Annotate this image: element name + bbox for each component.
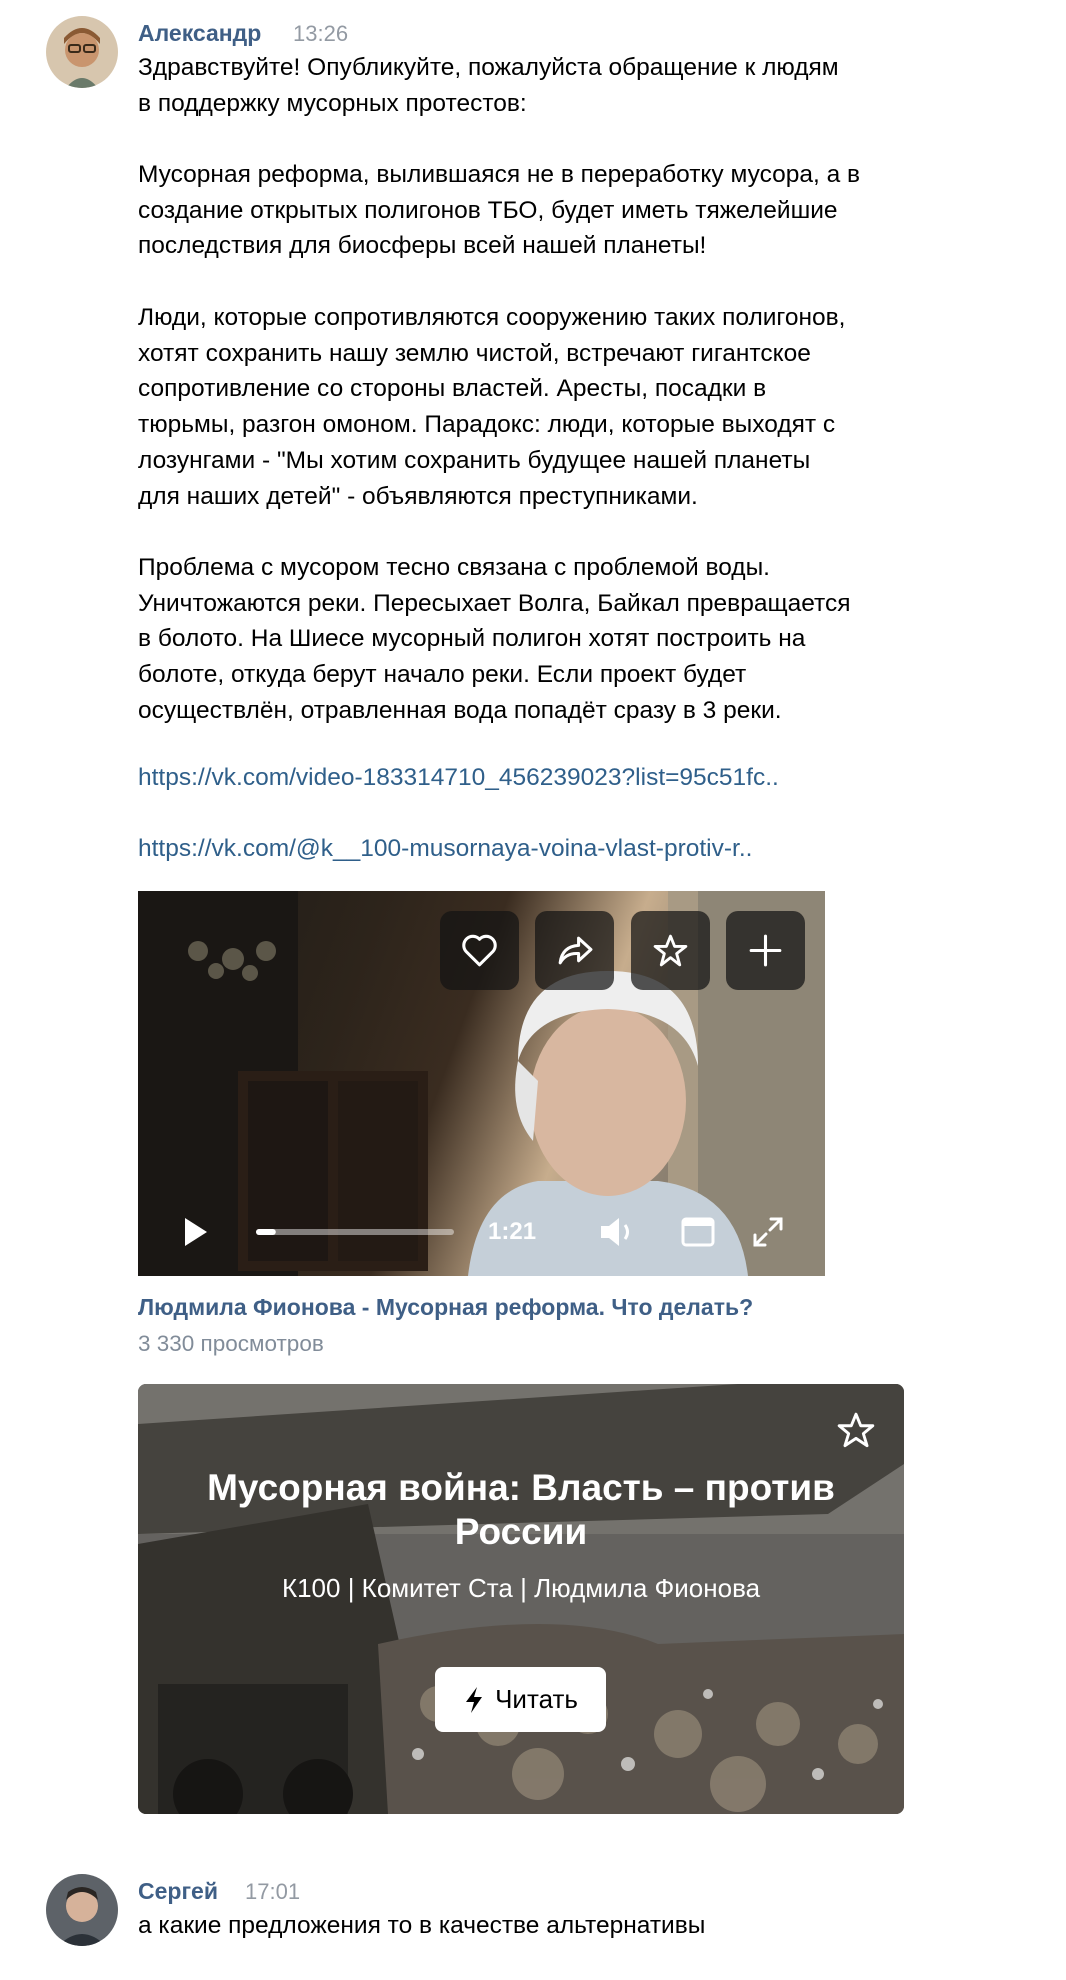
favorite-button[interactable]: [631, 911, 710, 990]
plus-icon: [745, 930, 786, 971]
miniplayer-icon[interactable]: [681, 1217, 715, 1247]
message-paragraph: Люди, которые сопротивляются сооружению таких полигонов, хотят сохранить нашу землю чистой, встречают гигантское сопротивление со стороны властей. Аресты, посадки в тюрьмы, разгон омоном. Парадокс: люди, которые выходят с лозунгами - "Мы хотим сохранить будущее нашей планеты для наших детей" - объявляются преступниками.: [138, 304, 846, 510]
message-time[interactable]: 13:26: [293, 21, 349, 46]
avatar[interactable]: [46, 16, 118, 88]
article-link[interactable]: https://vk.com/@k__100-musornaya-voina-vlast-protiv-r..: [138, 835, 753, 862]
author-name[interactable]: Сергей: [138, 1878, 218, 1904]
message-paragraph: Мусорная реформа, вылившаяся не в переработку мусора, а в создание открытых полигонов ТБО, будет иметь тяжелейшие последствия для биосферы всей нашей планеты!: [138, 161, 861, 260]
author-name[interactable]: Александр: [138, 20, 262, 46]
read-button[interactable]: [435, 1667, 606, 1732]
video-views: 3 330 просмотров: [138, 1331, 324, 1356]
avatar[interactable]: [46, 1874, 118, 1946]
video-link[interactable]: https://vk.com/video-183314710_456239023?list=95c51fc..: [138, 764, 779, 791]
message-text: а какие предложения то в качестве альтернативы: [138, 1912, 706, 1939]
star-icon: [650, 930, 691, 971]
play-icon[interactable]: [182, 1216, 210, 1248]
add-button[interactable]: [726, 911, 805, 990]
article-title: Мусорная война: Власть – против России: [207, 1467, 835, 1552]
progress-bar[interactable]: [256, 1227, 454, 1237]
article-subtitle: К100 | Комитет Ста | Людмила Фионова: [281, 1573, 761, 1603]
message-time[interactable]: 17:01: [245, 1879, 301, 1904]
like-button[interactable]: [440, 911, 519, 990]
read-button-label: Читать: [495, 1684, 578, 1714]
message-paragraph: Здравствуйте! Опубликуйте, пожалуйста обращение к людям в поддержку мусорных протестов:: [138, 54, 839, 117]
video-title[interactable]: Людмила Фионова - Мусорная реформа. Что делать?: [138, 1294, 754, 1320]
message-paragraph: Проблема с мусором тесно связана с проблемой воды. Уничтожаются реки. Пересыхает Волга, Байкал превращается в болото. На Шиесе мусорный полигон хотят построить на болоте, откуда берут начало реки. Если проект будет осуществлён, отравленная вода попадёт сразу в 3 реки.: [138, 554, 851, 724]
video-player[interactable]: [138, 891, 825, 1276]
heart-icon: [459, 930, 500, 971]
lightning-icon: [463, 1685, 485, 1715]
fullscreen-icon[interactable]: [751, 1215, 785, 1249]
volume-icon[interactable]: [598, 1214, 638, 1250]
share-icon: [554, 930, 595, 971]
star-icon[interactable]: [835, 1410, 877, 1452]
video-duration: 1:21: [488, 1218, 537, 1245]
share-button[interactable]: [535, 911, 614, 990]
article-card[interactable]: [138, 1384, 904, 1814]
